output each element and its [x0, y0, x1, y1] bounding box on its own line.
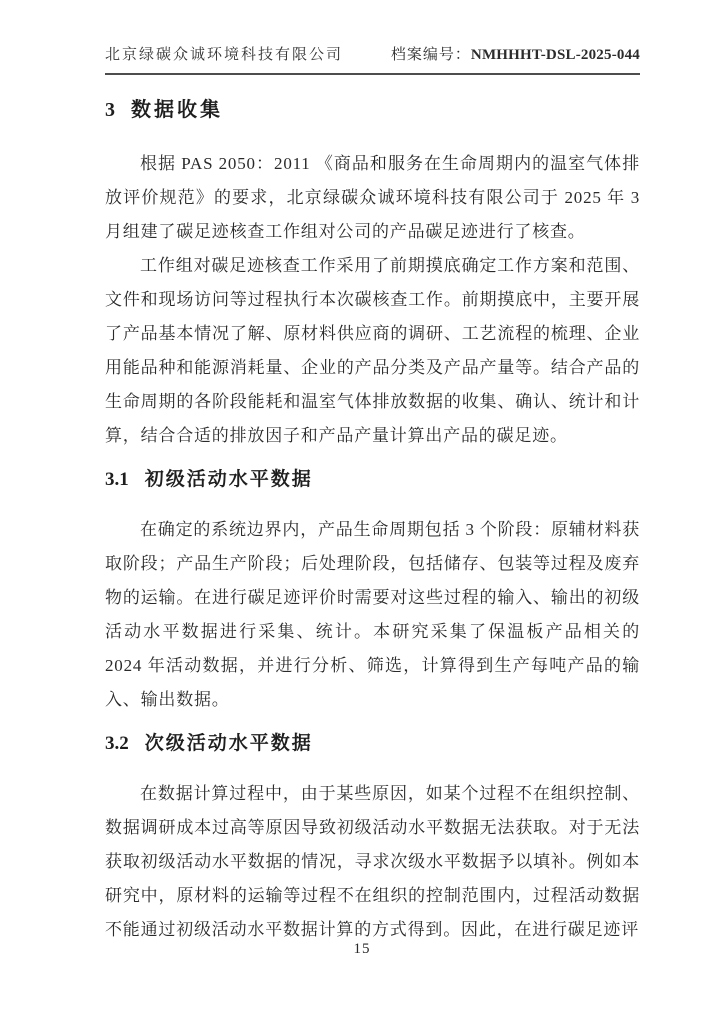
section-heading-3-2 [105, 733, 640, 755]
section-title: 次级活动水平数据 [144, 733, 313, 754]
paragraph: 在确定的系统边界内，产品生命周期包括 3 个阶段：原辅材料获取阶段；产品生产阶段；后处理阶段，包括储存、包装等过程及废弃物的运输。在进行碳足迹评价时需要对这些过程的输入、输出的初级活动水平数据进行采集、统计。本研究采集了保温板产品相关的 2024 年活动数据，并进行分析、筛选，计算得到生产每吨产品的输入、输出数据。 [105, 520, 640, 709]
document-body [105, 99, 640, 947]
header-company-name: 北京绿碳众诚环境科技有限公司 [105, 47, 344, 63]
section-heading-3 [105, 99, 640, 121]
archive-number-value: NMHHHT-DSL-2025-044 [470, 47, 640, 63]
section-title: 数据收集 [131, 99, 223, 121]
section-title: 初级活动水平数据 [144, 469, 313, 490]
page-footer [0, 940, 724, 958]
paragraph: 根据 PAS 2050：2011 《商品和服务在生命周期内的温室气体排放评价规范》的要求，北京绿碳众诚环境科技有限公司于 2025 年 3 月组建了碳足迹核查工作组对公司的产品碳足迹进行了核查。 [105, 154, 640, 241]
header-archive [391, 46, 640, 64]
section-heading-3-1 [105, 469, 640, 491]
paragraph: 工作组对碳足迹核查工作采用了前期摸底确定工作方案和范围、文件和现场访问等过程执行本次碳核查工作。前期摸底中，主要开展了产品基本情况了解、原材料供应商的调研、工艺流程的梳理、企业用能品种和能源消耗量、企业的产品分类及产品产量等。结合产品的生命周期的各阶段能耗和温室气体排放数据的收集、确认、统计和计算，结合合适的排放因子和产品产量计算出产品的碳足迹。 [105, 256, 640, 445]
paragraph: 在数据计算过程中，由于某些原因，如某个过程不在组织控制、数据调研成本过高等原因导致初级活动水平数据无法获取。对于无法获取初级活动水平数据的情况，寻求次级水平数据予以填补。例如本研究中，原材料的运输等过程不在组织的控制范围内，过程活动数据不能通过初级活动水平数据计算的方式得到。因此，在进行碳足迹评 [105, 784, 640, 939]
section-number: 3 [105, 99, 115, 121]
archive-number-label: 档案编号： [390, 47, 471, 63]
page-number: 15 [353, 941, 371, 957]
page-header [105, 46, 640, 75]
section-number: 3.2 [105, 733, 129, 754]
section-number: 3.1 [105, 469, 129, 490]
